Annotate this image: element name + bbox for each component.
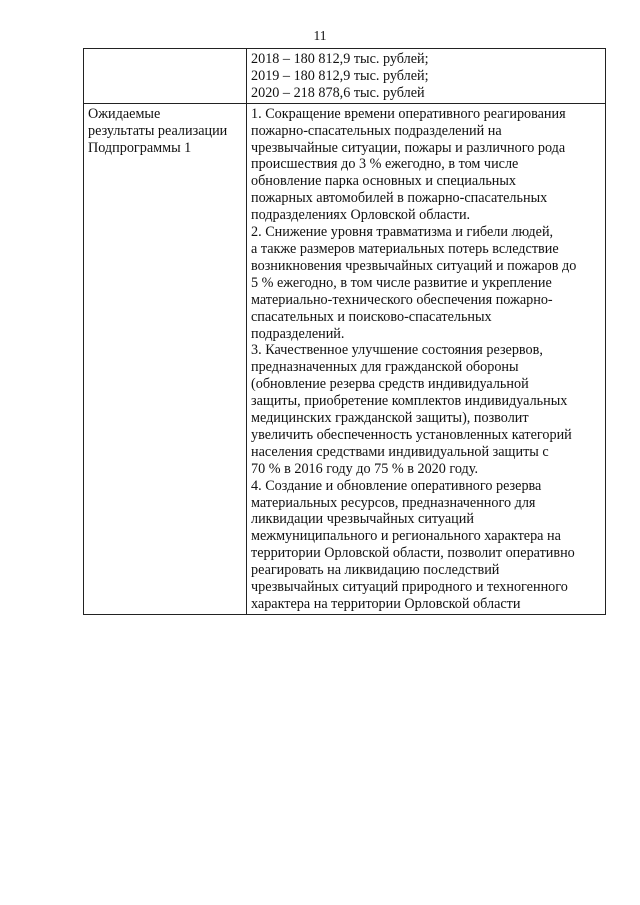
result-line: подразделений. bbox=[251, 325, 345, 342]
result-line: обновление парка основных и специальных bbox=[251, 173, 517, 190]
result-line: 70 % в 2016 году до 75 % в 2020 году. bbox=[251, 460, 478, 477]
expected-results-text-cell bbox=[247, 103, 606, 614]
result-line: пожарных автомобилей в пожарно-спасательных bbox=[251, 190, 548, 207]
result-line: пожарно-спасательных подразделений на bbox=[251, 122, 502, 139]
result-line: чрезвычайные ситуации, пожары и различного рода bbox=[251, 139, 566, 156]
result-line: 2. Снижение уровня травматизма и гибели людей, bbox=[251, 224, 554, 241]
expected-results-label-cell bbox=[84, 103, 247, 614]
funding-line-2018: 2018 – 180 812,9 тыс. рублей; bbox=[251, 51, 429, 67]
page-number: 11 bbox=[313, 28, 327, 43]
funding-line-2019: 2019 – 180 812,9 тыс. рублей; bbox=[251, 67, 429, 84]
result-line: 3. Качественное улучшение состояния резервов, bbox=[251, 342, 543, 359]
result-line: происшествия до 3 % ежегодно, в том числе bbox=[251, 156, 519, 173]
result-line: межмуниципального и регионального характера на bbox=[251, 528, 561, 545]
result-line: возникновения чрезвычайных ситуаций и пожаров до bbox=[251, 257, 577, 274]
result-line: характера на территории Орловской области bbox=[251, 596, 521, 612]
program-passport-table bbox=[83, 48, 606, 615]
result-line: 4. Создание и обновление оперативного резерва bbox=[251, 477, 542, 494]
result-line: территории Орловской области, позволит оперативно bbox=[251, 545, 575, 562]
result-line: (обновление резерва средств индивидуальной bbox=[251, 376, 529, 393]
result-line: 1. Сокращение времени оперативного реагирования bbox=[251, 105, 566, 122]
label-line: Ожидаемые bbox=[88, 105, 161, 122]
label-line: результаты реализации bbox=[88, 122, 228, 139]
table-row-funding bbox=[84, 49, 606, 104]
result-line: а также размеров материальных потерь вследствие bbox=[251, 240, 559, 257]
funding-values-cell bbox=[247, 49, 606, 104]
result-line: спасательных и поисково-спасательных bbox=[251, 308, 492, 325]
result-line: предназначенных для гражданской обороны bbox=[251, 359, 519, 376]
funding-label-cell bbox=[84, 49, 247, 104]
result-line: подразделениях Орловской области. bbox=[251, 207, 471, 224]
table-row-expected-results bbox=[84, 103, 606, 614]
funding-line-2020: 2020 – 218 878,6 тыс. рублей bbox=[251, 84, 425, 101]
result-line: 5 % ежегодно, в том числе развитие и укрепление bbox=[251, 274, 552, 291]
result-line: чрезвычайных ситуаций природного и техногенного bbox=[251, 579, 568, 596]
result-line: населения средствами индивидуальной защиты с bbox=[251, 443, 549, 460]
result-line: материально-технического обеспечения пожарно- bbox=[251, 291, 553, 308]
result-line: материальных ресурсов, предназначенного для bbox=[251, 494, 536, 511]
result-line: медицинских гражданской защиты), позволит bbox=[251, 410, 529, 427]
result-line: увеличить обеспеченность установленных категорий bbox=[251, 426, 572, 443]
result-line: реагировать на ликвидацию последствий bbox=[251, 562, 500, 579]
result-line: защиты, приобретение комплектов индивидуальных bbox=[251, 393, 568, 410]
label-line: Подпрограммы 1 bbox=[88, 139, 192, 156]
result-line: ликвидации чрезвычайных ситуаций bbox=[251, 511, 474, 528]
